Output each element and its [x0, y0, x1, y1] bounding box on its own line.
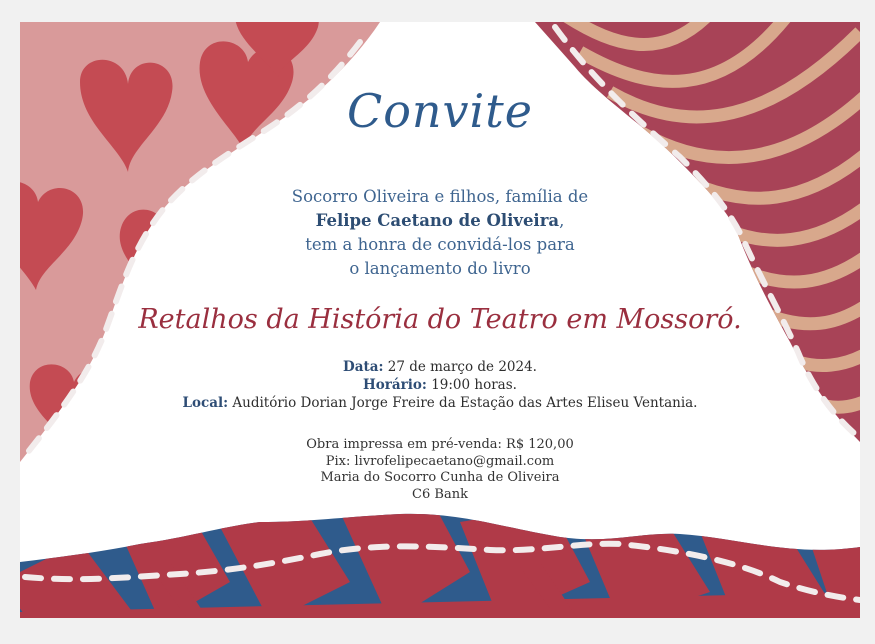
event-details	[20, 358, 860, 412]
intro-line-3: tem a honra de convidá-los para	[305, 235, 575, 254]
presale-line: Obra impressa em pré-venda: R$ 120,00	[306, 437, 574, 452]
invitation-text	[20, 22, 860, 618]
invitation-intro	[20, 185, 860, 281]
invitation-title: Convite	[347, 84, 533, 138]
time-line	[20, 376, 860, 394]
date-value: 27 de março de 2024.	[383, 359, 537, 375]
place-line	[20, 394, 860, 412]
intro-line-4: o lançamento do livro	[349, 259, 531, 278]
date-label: Data:	[343, 359, 384, 375]
time-value: 19:00 horas.	[426, 377, 517, 393]
invitation-card	[20, 22, 860, 618]
pix-line: Pix: livrofelipecaetano@gmail.com	[325, 453, 555, 469]
honoree-name-suffix: ,	[559, 211, 565, 230]
intro-line-1: Socorro Oliveira e filhos, família de	[291, 187, 589, 206]
bank-line: C6 Bank	[412, 486, 468, 502]
time-label: Horário:	[363, 377, 427, 393]
intro-line-2	[20, 209, 860, 233]
sales-info	[20, 437, 860, 503]
honoree-name: Felipe Caetano de Oliveira	[315, 211, 560, 230]
place-label: Local:	[182, 395, 229, 411]
place-value: Auditório Dorian Jorge Freire da Estação das Artes Eliseu Ventania.	[228, 395, 698, 411]
account-name-line: Maria do Socorro Cunha de Oliveira	[320, 470, 560, 485]
date-line	[20, 358, 860, 376]
book-title: Retalhos da História do Teatro em Mossoró.	[138, 304, 742, 335]
